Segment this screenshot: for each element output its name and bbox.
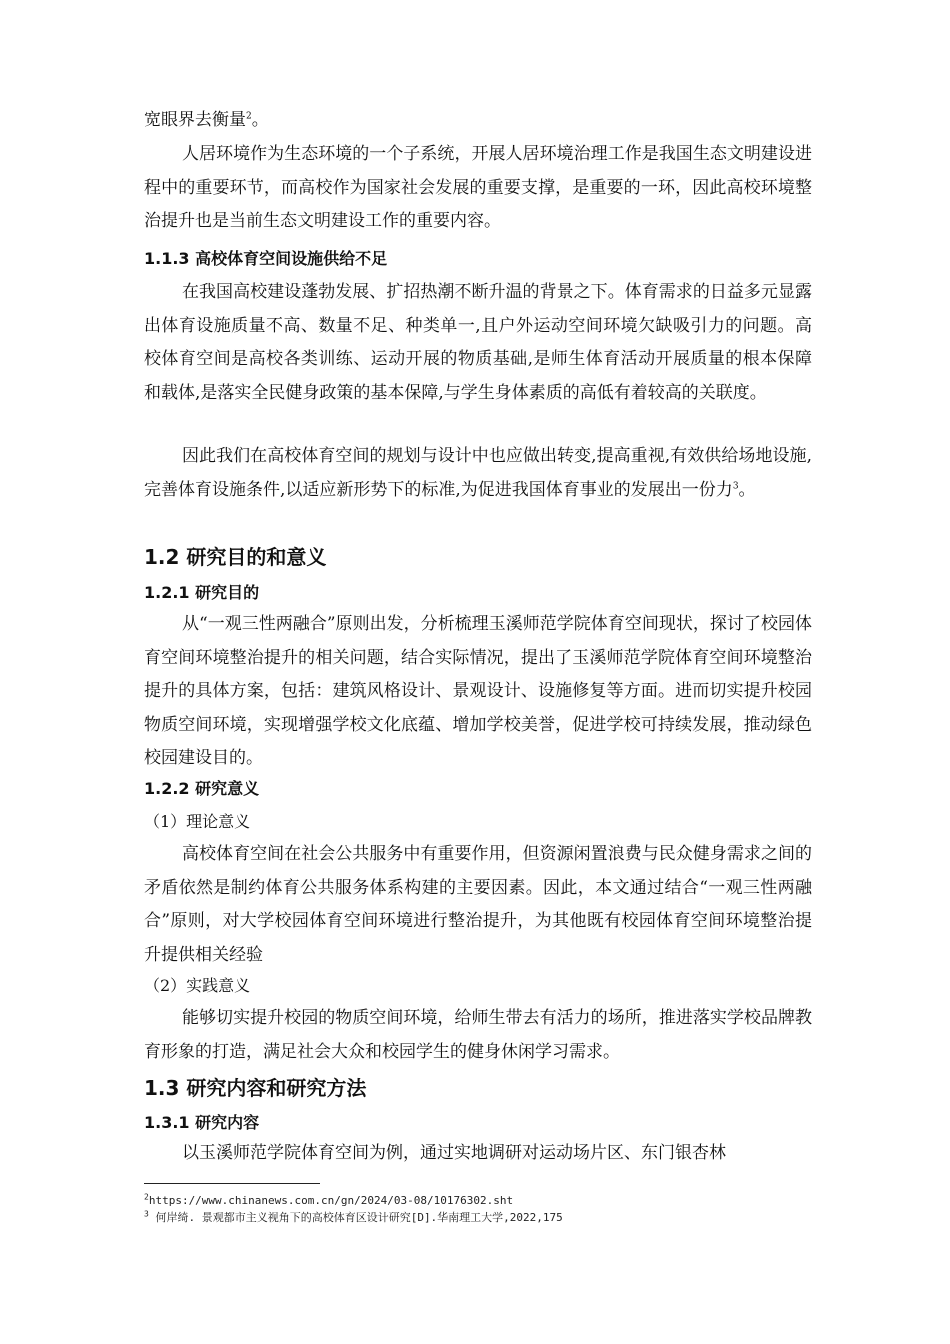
footnote-3-mark: 3 xyxy=(144,1209,149,1219)
subheading-theory: （1）理论意义 xyxy=(144,812,251,831)
content-paragraph: 以玉溪师范学院体育空间为例，通过实地调研对运动场片区、东门银杏林 xyxy=(182,1143,726,1163)
intro-tail-paragraph xyxy=(144,104,812,138)
heading-1-1-3: 1.1.3 高校体育空间设施供给不足 xyxy=(144,249,388,268)
heading-1-2-2: 1.2.2 研究意义 xyxy=(144,779,260,798)
footnote-divider xyxy=(144,1183,320,1184)
footnote-ref-3[interactable]: 3 xyxy=(732,480,739,491)
footnote-3-text: 何岸绮. 景观都市主义视角下的高校体育区设计研究[D].华南理工大学,2022,175 xyxy=(148,1211,563,1224)
footnote-2-text[interactable]: https://www.chinanews.com.cn/gn/2024/03-08/10176302.sht xyxy=(148,1194,514,1207)
change-text: 因此我们在高校体育空间的规划与设计中也应做出转变,提高重视,有效供给场地设施,完善体育设施条件,以适应新形势下的标准,为促进我国体育事业的发展出一份力 xyxy=(144,446,812,500)
heading-1-2: 1.2 研究目的和意义 xyxy=(144,545,327,569)
footnote-2 xyxy=(144,1193,812,1209)
footnote-ref-2[interactable]: 2 xyxy=(246,111,252,122)
footnote-2-mark: 2 xyxy=(144,1192,149,1202)
change-end: 。 xyxy=(738,479,756,500)
subheading-practice: （2）实践意义 xyxy=(144,976,251,995)
theory-paragraph: 高校体育空间在社会公共服务中有重要作用，但资源闲置浪费与民众健身需求之间的矛盾依然是制约体育公共服务体系构建的主要因素。因此，本文通过结合“一观三性两融合”原则，对大学校园体育空间环境进行整治提升，为其他既有校园体育空间环境整治提升提供相关经验 xyxy=(144,844,812,965)
intro-tail-end: 。 xyxy=(251,110,269,130)
footnote-3 xyxy=(144,1210,812,1226)
intro-tail-text: 宽眼界去衡量 xyxy=(144,110,246,130)
practice-paragraph: 能够切实提升校园的物质空间环境，给师生带去有活力的场所，推进落实学校品牌教育形象的打造，满足社会大众和校园学生的健身休闲学习需求。 xyxy=(144,1008,812,1062)
change-paragraph xyxy=(144,440,812,507)
heading-1-2-1: 1.2.1 研究目的 xyxy=(144,583,260,602)
ecology-paragraph: 人居环境作为生态环境的一个子系统，开展人居环境治理工作是我国生态文明建设进程中的重要环节，而高校作为国家社会发展的重要支撑，是重要的一环，因此高校环境整治提升也是当前生态文明建设工作的重要内容。 xyxy=(144,144,812,232)
heading-1-3: 1.3 研究内容和研究方法 xyxy=(144,1076,367,1100)
heading-1-3-1: 1.3.1 研究内容 xyxy=(144,1113,260,1132)
purpose-paragraph: 从“一观三性两融合”原则出发，分析梳理玉溪师范学院体育空间现状，探讨了校园体育空间环境整治提升的相关问题，结合实际情况，提出了玉溪师范学院体育空间环境整治提升的具体方案，包括：建筑风格设计、景观设计、设施修复等方面。进而切实提升校园物质空间环境，实现增强学校文化底蕴、增加学校美誉，促进学校可持续发展，推动绿色校园建设目的。 xyxy=(144,614,812,769)
demand-paragraph: 在我国高校建设蓬勃发展、扩招热潮不断升温的背景之下。体育需求的日益多元显露出体育设施质量不高、数量不足、种类单一,且户外运动空间环境欠缺吸引力的问题。高校体育空间是高校各类训练、运动开展的物质基础,是师生体育活动开展质量的根本保障和载体,是落实全民健身政策的基本保障,与学生身体素质的高低有着较高的关联度。 xyxy=(144,282,812,403)
